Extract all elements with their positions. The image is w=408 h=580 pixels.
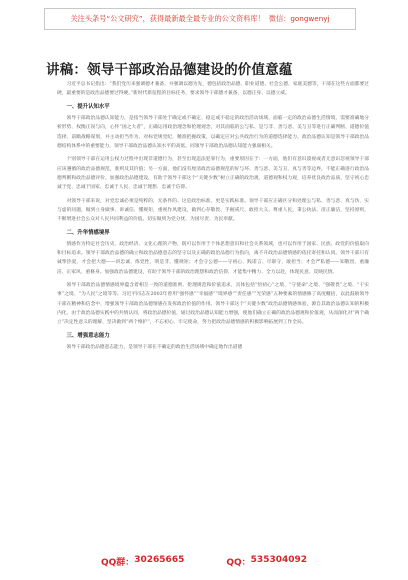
body-paragraph: 习近平总书记指出：“我们党历来强调德才兼备，并强调以德为先，德包括政治品德、职业道德、社会公德、家庭美德等，干部在这些方面都要过硬，最重要的是政治品德要过得硬。”新时代新征程的目标任务，要求领导干部德才兼备，以德正身、以德立威。 — [57, 82, 369, 97]
footer-qq-group-value: 30265665 — [134, 555, 185, 565]
section-heading: 三、增强意志能力 — [66, 332, 110, 339]
footer-qq-value: 535304092 — [250, 555, 308, 565]
body-paragraph: 个别领导干部在运用公权力过程中出现非道德行为，甚至出现违法犯罪行为，重要原因在于：一方面，他们有意识漠视或者无意识忽视领导干部应该遵循的政治品德规范，准则及其价值；另一方面，他们没有厘清政治品德规范的好与坏、善与恶、美与丑、真与善等边界，不能正确进行政治品德判断和政治品德评价。加强政治品德建设，有助于领导干部这个“关键少数”树立正确的政治观、道德观和权力观，培养优良政治品质，坚守初心忠诚于党、忠诚于国家、忠诚于人民、忠诚于理想、忠诚于信仰。 — [57, 157, 369, 190]
footer-qq-group — [101, 555, 184, 573]
body-paragraph: 领导干部政治品德情感境界蕴含着相互一致的道德准则、伦理规范和价值追求，具体包括“悟初心”之境、“守使命”之境、“强敬畏”之境、“干实事”之境、“为人民”之境等等。习近平同志在2003年曾用“强怀感”“幸福感”“境界感”“责任感”“光荣感”五种要素的情感修了高度概括，以此鼓励领导干部在精神和信念中，增强领导干部政治品德情感在发挥政治价值的作用。领导干部这个“关键少数”政治品德情感体验，源自其政治品德认知的积极内化，由于政治品德实践中的共情认同，将政治品德价值，通过政治品德认知能力增强，使他们确立正确的政治品德观和价值观，从而深化对“两个确立”决定性意义的理解，坚决做到“两个维护”，不忘初心、牢记使命，努力把政治品德情感的积极影响拓展到工作全局。 — [57, 283, 369, 325]
footer-qq-label: QQ： — [226, 558, 251, 568]
body-paragraph: 对领导干部来说，对党忠诚必须是纯粹的，无条件的。这是政治标准，更是实践标准。领导干部应正确区分和处理公与私、善与恶、真与伪、实与虚的问题，做到立身做事、讲诚信、懂规矩，重视作风建设，做到心存敬畏、手握戒尺，敢担大义、尊重人民，秉公执法、清正廉洁，坚持原则，不断增进社会公众对人民共同利益的价值。切实做到为党分忧、为国尽责、为民奉献。 — [57, 198, 369, 222]
section-heading: 二、升华情感境界 — [66, 229, 110, 236]
footer-qq-group-label: QQ群： — [100, 558, 135, 568]
footer-contact — [0, 555, 408, 573]
banner-wechat-text: 微信：gongwenyj — [268, 14, 330, 23]
document-title: 讲稿：领导干部政治品德建设的价值意蕴 — [46, 62, 293, 78]
body-paragraph: 领导干部政治品德意志能力，是领导干部在不确定的政治生活场域中确定地作出道德 — [66, 344, 243, 350]
banner-promo-text: 关注头条号“公文研究”，获得最新最全最专业的公文资料库！ — [70, 14, 265, 23]
section-heading: 一、提升认知水平 — [66, 103, 110, 110]
document-body — [57, 80, 369, 357]
header-banner — [44, 8, 356, 30]
body-paragraph: 领导干部政治品德认知能力，是指当领导干部处于确定或不确定、稳定或不稳定的政治活动场域，面临一定的政治品德生活情境，需要准确地分析形势、权衡正误与向，心怀“国之大者”，正确运用政治理念和伦理观念，对其面临的公与私、是与非、善与恶、美与丑等进行正确判断、道德价值选择、前瞻战略谋划，并主动担当作为、对标党规党纪，精准把握政策，以确定应对公共政治行为的道德选择能力。政治品德认知是领导干部政治品德结构体系中的重要能力，领导干部政治品德认知水平的高低，同领导干部政治品德认知能力强弱相关。 — [57, 116, 369, 149]
body-paragraph: 情感作为特定社会历史、政治经济、文化心理的产物，既可以作用于个体思想意识和社会关系领域，也可以作用于国家、民族、政党的价值取向和目标追求。领导干部政治品德的确立和政治品德意志的坚守以及正确的政治品德行为指向，离不开政治品德情感的依托寄托和认同。领导干部只有诚挚热爱、才会把大德——讲忠诚、炼党性、明是非、懂规矩；才会守公德——守初心、践诺言、尽职守、敢担当；才会严私德——知敬畏、重廉洁、正家风、重修身。加强政治品德建设，有助于领导干部的政治理想和政治信仰，才能集中精力、全力以赴，体现民意、反映民情。 — [57, 241, 369, 275]
footer-qq — [226, 555, 307, 573]
